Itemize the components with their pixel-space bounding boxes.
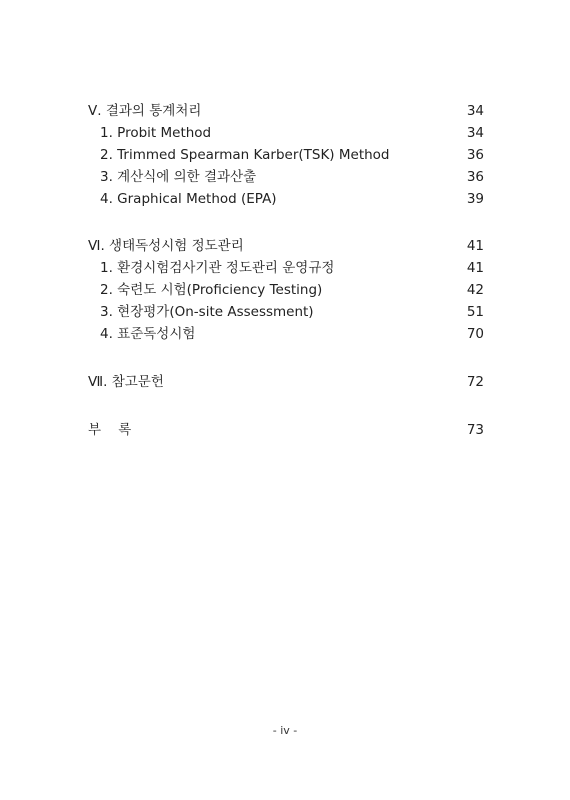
toc-page-number: 36	[466, 147, 484, 163]
page-footer-number: - iv -	[272, 724, 298, 737]
toc-page-number: 42	[466, 282, 484, 298]
toc-item-probit-method[interactable]	[88, 122, 484, 144]
toc-section-v[interactable]	[88, 100, 484, 122]
toc-page-number: 41	[466, 260, 484, 276]
toc-item-tsk-method[interactable]	[88, 144, 484, 166]
toc-section-title: Ⅴ. 결과의 통계처리	[88, 103, 202, 119]
toc-item-operating-rules[interactable]	[88, 257, 484, 279]
toc-item-title: 1. 환경시험검사기관 정도관리 운영규정	[100, 260, 335, 276]
toc-item-onsite-assessment[interactable]	[88, 301, 484, 323]
toc-section-appendix[interactable]	[88, 419, 484, 441]
toc-page-number: 70	[466, 326, 484, 342]
toc-section-vii[interactable]	[88, 371, 484, 393]
toc-item-calculation[interactable]	[88, 166, 484, 188]
toc-item-graphical-method[interactable]	[88, 188, 484, 210]
toc-item-title: 4. 표준독성시험	[100, 326, 196, 342]
toc-section-title: Ⅶ. 참고문헌	[88, 374, 164, 390]
toc-item-title: 4. Graphical Method (EPA)	[100, 191, 277, 207]
toc-item-standard-toxicity-test[interactable]	[88, 323, 484, 345]
toc-page-number: 72	[466, 374, 484, 390]
toc-item-title: 2. Trimmed Spearman Karber(TSK) Method	[100, 147, 390, 163]
toc-item-title: 3. 현장평가(On-site Assessment)	[100, 304, 314, 320]
toc-item-proficiency-testing[interactable]	[88, 279, 484, 301]
toc-page-number: 73	[466, 422, 484, 438]
toc-page-number: 51	[466, 304, 484, 320]
toc-page-number: 39	[466, 191, 484, 207]
toc-page-number: 36	[466, 169, 484, 185]
toc-item-title: 3. 계산식에 의한 결과산출	[100, 169, 257, 185]
toc-item-title: 1. Probit Method	[100, 125, 212, 141]
toc-section-title: Ⅵ. 생태독성시험 정도관리	[88, 238, 244, 254]
toc-section-title: 부 록	[88, 422, 132, 438]
toc-page-number: 41	[466, 238, 484, 254]
toc-section-vi[interactable]	[88, 235, 484, 257]
toc-page-number: 34	[466, 103, 484, 119]
toc-page-number: 34	[466, 125, 484, 141]
toc-item-title: 2. 숙련도 시험(Proficiency Testing)	[100, 282, 323, 298]
